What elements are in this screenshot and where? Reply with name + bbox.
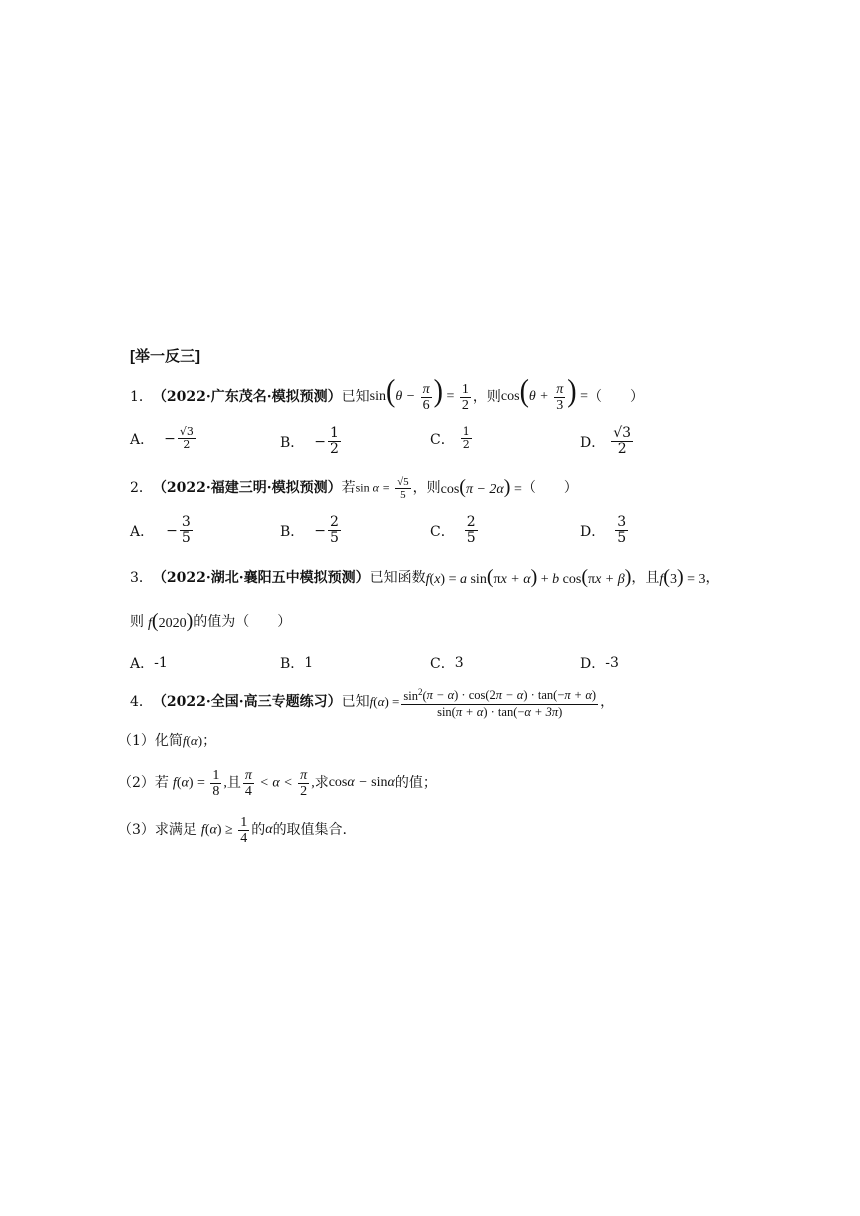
section-heading: [举一反三]: [130, 348, 200, 365]
formula-alpha-range: $\frac{\pi}{4}$ < α < $\frac{\pi}{2}$ ,: [244, 767, 315, 799]
question-source: （2022·湖北·襄阳五中模拟预测）: [152, 570, 370, 586]
question-4-part-1: （1）化简 f(α) ；: [118, 730, 216, 752]
q1-option-a: A． − $\frac{√3}{2}$: [130, 425, 194, 451]
formula-f2020: f(2020): [148, 609, 194, 632]
question-text: 已知函数: [369, 570, 426, 586]
formula-f-alpha-value: f(α) = $\frac{1}{8}$ ,: [172, 767, 227, 799]
question-text: 若: [341, 480, 356, 496]
question-source: （2022·广东茂名·模拟预测）: [152, 389, 342, 405]
formula-cos-minus-sin: cosα − sinα: [328, 775, 395, 790]
formula-function: f(x) = a sin(πx + α) + b cos(πx + β): [425, 565, 632, 588]
question-number: 2．: [130, 480, 153, 496]
q1-option-b: B． − $\frac{1}{2}$: [280, 425, 339, 457]
q2-option-b: B． − $\frac{2}{5}$: [280, 514, 339, 546]
formula-inequality: f(α) ≥ $\frac{1}{4}$: [200, 814, 248, 846]
q3-option-b: B． 1: [280, 655, 314, 672]
formula-cos: cos(π − 2α) =: [440, 475, 522, 498]
q1-option-c: C． $\frac{1}{2}$: [430, 425, 470, 451]
formula-cos: cos(θ + $\frac{\pi}{3}$ ) =: [500, 373, 588, 413]
formula-sin-alpha: sin α = $\frac{√5}{5}$: [355, 475, 409, 501]
question-3-line2: 则 f(2020) 的值为（ ）: [130, 610, 291, 634]
formula-f-alpha-def: f ( α ) = $\frac{\sin^2(\pi - \alpha) \cdot \cos(2\pi - \alpha) \cdot \tan(-\pi + \alpha)}{\sin(\pi + \alpha) \cdot \tan(-\alpha + 3\pi)}$: [369, 686, 597, 719]
question-2: [130, 476, 578, 500]
question-number: 1．: [130, 389, 153, 405]
question-4: 4． （2022·全国·高三专题练习） 已知 f ( α ) = $\frac{\sin^2(\pi - \alpha) \cdot \cos(2\pi - \alpha) \cdot \tan(-\pi + \alpha)}{\sin(\pi + \alpha) \cdot \tan(-\alpha + 3\pi)}$ ，: [130, 686, 615, 719]
question-source: （2022·全国·高三专题练习）: [152, 694, 342, 710]
q2-option-c: C． $\frac{2}{5}$: [430, 514, 476, 546]
q3-option-c: C． 3: [430, 655, 464, 672]
q1-option-d: D． $\frac{√3}{2}$: [580, 425, 632, 457]
q2-option-d: D． $\frac{3}{5}$: [580, 514, 627, 546]
question-3: 3． （2022·湖北·襄阳五中模拟预测） 已知函数 f(x) = a sin(πx + α) + b cos(πx + β) ，且 f(3) = 3 ，: [130, 566, 720, 590]
question-source: （2022·福建三明·模拟预测）: [152, 480, 342, 496]
question-text: 已知: [341, 694, 370, 710]
answer-blank: （ ）: [587, 389, 644, 405]
question-text: ，则: [412, 480, 441, 496]
question-4-part-3: （3）求满足 f(α) ≥ $\frac{1}{4}$ 的 α 的取值集合.: [118, 814, 348, 846]
formula-f-alpha: f(α): [182, 733, 203, 748]
formula-f3: f(3) = 3: [659, 565, 706, 588]
question-text: 已知: [341, 389, 370, 405]
answer-blank: （ ）: [521, 480, 578, 496]
question-4-part-2: （2）若 f(α) = $\frac{1}{8}$ , 且 $\frac{\pi}{4}$ < α < $\frac{\pi}{2}$ , 求 cosα − sinα 的值；: [118, 767, 437, 799]
formula-sin: sin(θ − $\frac{\pi}{6}$ ) = $\frac{1}{2}$: [369, 373, 469, 413]
q3-option-a: A． -1: [130, 655, 168, 672]
q3-option-d: D． -3: [580, 655, 619, 672]
question-number: 4．: [130, 694, 153, 710]
question-text: ，且: [631, 570, 660, 586]
question-number: 3．: [130, 570, 153, 586]
symbol-alpha: α: [265, 822, 273, 837]
question-1: [130, 373, 644, 413]
q2-option-a: A． − $\frac{3}{5}$: [130, 514, 191, 546]
question-text: ，则: [472, 389, 501, 405]
